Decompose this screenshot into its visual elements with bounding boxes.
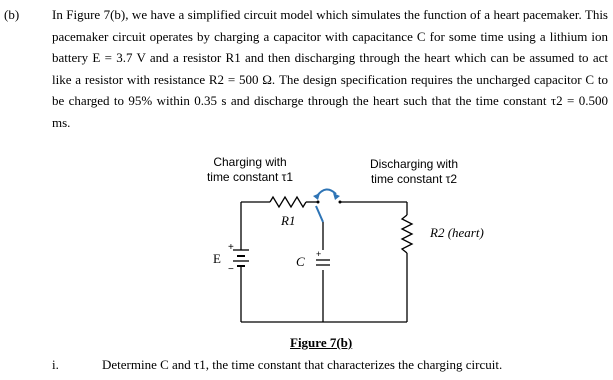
subquestion-text: Determine C and τ1, the time constant that characterizes the charging circuit. (102, 357, 503, 372)
c-label: C (296, 254, 305, 269)
r1-resistor (270, 197, 306, 207)
part-label: (b) (4, 7, 20, 22)
switch-blade (316, 206, 323, 222)
discharging-label-line1: Discharging with (369, 157, 459, 171)
figure-caption: Figure 7(b) (290, 335, 353, 350)
switch-contact-left (317, 201, 320, 204)
cap-plus-sign: + (316, 249, 322, 259)
battery-plus-sign: + (228, 242, 234, 253)
switch-contact-right (339, 201, 342, 204)
paragraph-text: In Figure 7(b), we have a simplified circuit model which simulates the function of a heart pacemaker. This pacemaker circuit operates by charging a capacitor with capacitance C for some time using a lithium ion battery E = 3.7 V and a resistor R1 and then discharging through the heart which can be assumed to act like a resistor with resistance R2 = 500 Ω. The design specification requires the uncharged capacitor C to be charged to 95% within 0.35 s and discharge through the heart such that the time constant τ2 = 0.500 ms. (52, 7, 608, 130)
switch-arrow-head-left (313, 193, 320, 200)
r1-label: R1 (281, 213, 296, 228)
r2-resistor (402, 215, 412, 253)
r2-label: R2 (heart) (430, 225, 484, 240)
subquestion-label: i. (52, 357, 59, 372)
charging-label-line1: Charging with (213, 155, 287, 169)
e-label: E (213, 251, 221, 266)
battery-minus-sign: − (228, 264, 234, 275)
discharging-label-line2: time constant τ2 (370, 172, 458, 186)
switch-arrow-curve (317, 189, 336, 196)
charging-label-line2: time constant τ1 (206, 170, 294, 184)
switch-arrow-head-right (333, 193, 340, 200)
